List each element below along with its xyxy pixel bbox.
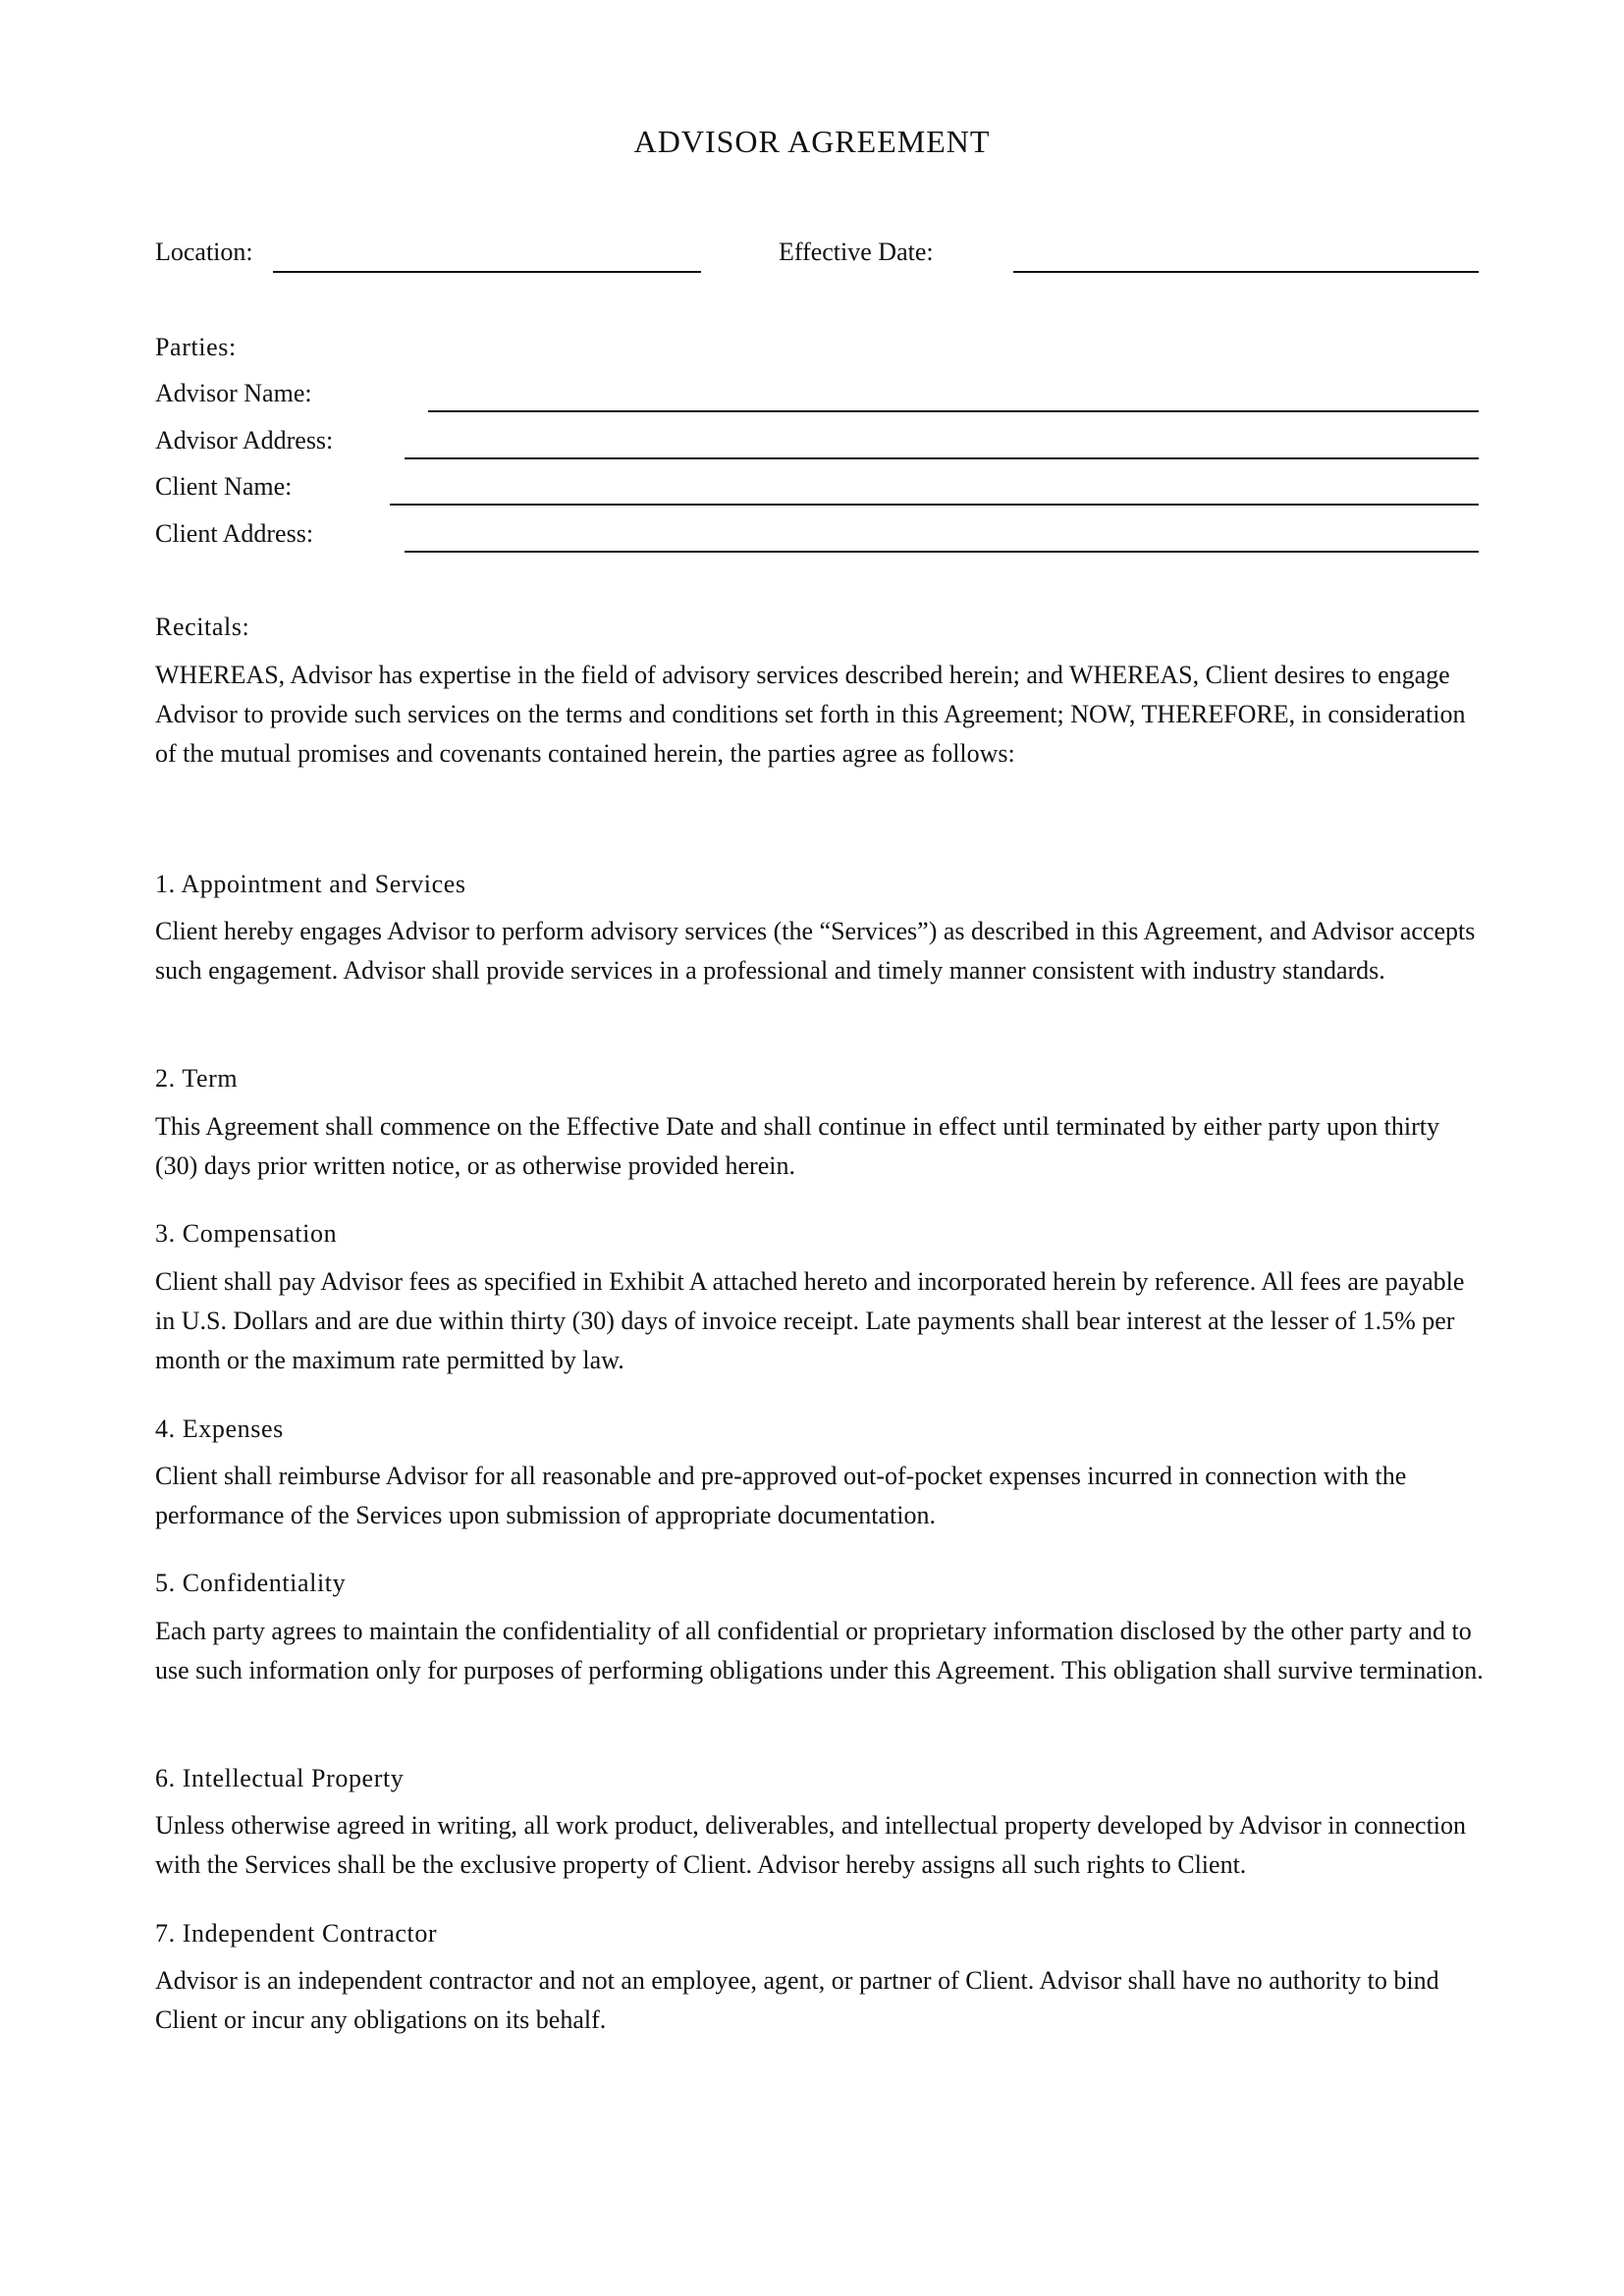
section-text: Client shall pay Advisor fees as specified in Exhibit A attached hereto and incorporated herein by reference. All fees are payable in U.S. Dollars and are due within thirty (30) days of invoice receipt. Late payments shall bear interest at the lesser of 1.5% per month or the maximum rate permitted by law.	[155, 1267, 1465, 1374]
section-text: Advisor is an independent contractor and not an employee, agent, or partner of Client. Advisor shall have no authority to bind Client or incur any obligations on its behalf.	[155, 1966, 1439, 2034]
section-text: Each party agrees to maintain the confidentiality of all confidential or proprietary information disclosed by the other party and to use such information only for purposes of performing obligations under this Agreement. This obligation shall survive termination.	[155, 1617, 1484, 1684]
client-name-label: Client Name:	[155, 472, 293, 501]
location-label: Location:	[155, 238, 253, 266]
section-text: This Agreement shall commence on the Effective Date and shall continue in effect until terminated by either party upon thirty (30) days prior written notice, or as otherwise provided herein.	[155, 1112, 1440, 1180]
advisor-address-field[interactable]	[405, 457, 1479, 459]
section-heading: 2. Term	[155, 1064, 239, 1093]
advisor-name-label: Advisor Name:	[155, 379, 312, 407]
recitals-text: WHEREAS, Advisor has expertise in the field of advisory services described herein; and WHEREAS, Client desires to engage Advisor to provide such services on the terms and conditions set forth in this Agreement; NOW, THEREFORE, in consideration of the mutual promises and covenants contained herein, the parties agree as follows:	[155, 661, 1466, 768]
section-heading: 1. Appointment and Services	[155, 870, 466, 898]
section-heading: 5. Confidentiality	[155, 1569, 347, 1597]
advisor-name-field[interactable]	[428, 410, 1479, 412]
location-field[interactable]	[273, 271, 701, 273]
section-text: Client hereby engages Advisor to perform advisory services (the “Services”) as described in this Agreement, and Advisor accepts such engagement. Advisor shall provide services in a professional and timely manner consistent with industry standards.	[155, 917, 1476, 985]
advisor-address-label: Advisor Address:	[155, 426, 334, 454]
parties-heading: Parties:	[155, 333, 237, 361]
document-title: ADVISOR AGREEMENT	[633, 124, 991, 159]
section-heading: 3. Compensation	[155, 1219, 338, 1248]
effective-date-label: Effective Date:	[779, 238, 934, 266]
client-address-label: Client Address:	[155, 519, 314, 548]
section-heading: 7. Independent Contractor	[155, 1919, 438, 1948]
section-text: Client shall reimburse Advisor for all reasonable and pre-approved out-of-pocket expenses incurred in connection with the performance of the Services upon submission of appropriate documentation.	[155, 1462, 1407, 1529]
recitals-heading: Recitals:	[155, 613, 250, 641]
effective-date-field[interactable]	[1013, 271, 1479, 273]
client-name-field[interactable]	[390, 504, 1479, 506]
client-address-field[interactable]	[405, 551, 1479, 553]
section-text: Unless otherwise agreed in writing, all work product, deliverables, and intellectual property developed by Advisor in connection with the Services shall be the exclusive property of Client. Advisor hereby assigns all such rights to Client.	[155, 1811, 1467, 1879]
section-heading: 6. Intellectual Property	[155, 1764, 405, 1792]
section-heading: 4. Expenses	[155, 1415, 284, 1443]
